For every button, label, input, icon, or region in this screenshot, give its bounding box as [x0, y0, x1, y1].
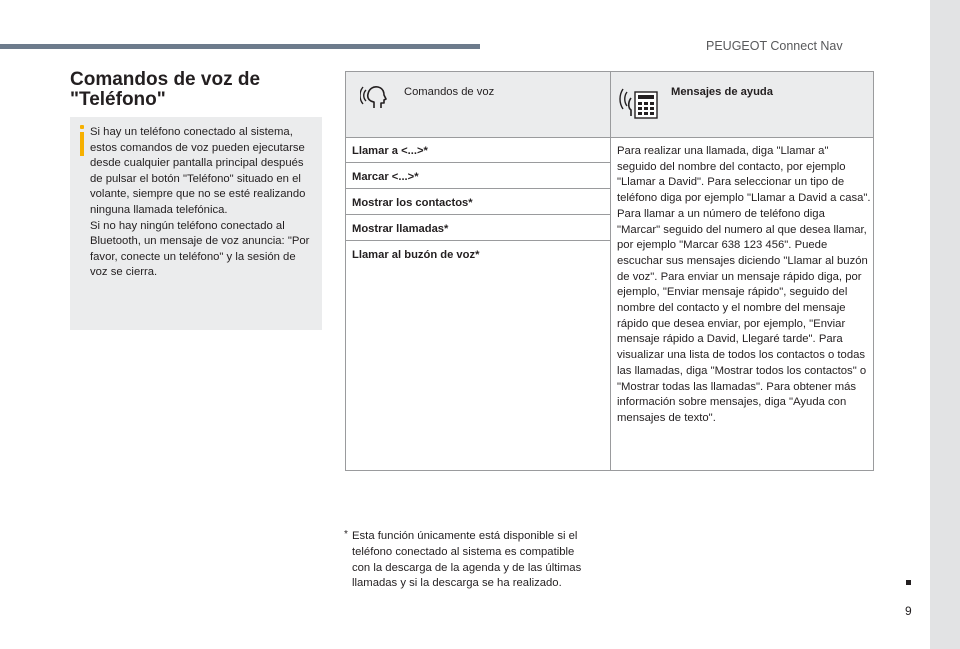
- table-header-help-label: Mensajes de ayuda: [671, 86, 773, 98]
- table-row: [346, 137, 610, 163]
- table-row: [346, 189, 610, 215]
- header-bar: [0, 44, 480, 49]
- info-icon: [80, 125, 84, 157]
- table-header-commands: [346, 72, 610, 137]
- table-row: [346, 163, 610, 189]
- voice-command-table: [345, 71, 874, 471]
- help-message-text: Para realizar una llamada, diga "Llamar a" seguido del nombre del contacto, por ejemplo "Llamar a David". Para seleccionar un tipo de teléfono diga por ejemplo "Llamar a David a casa". Para llamar a un número de teléfono diga "Marcar" seguido del numero al que desea llamar, por ejemplo "Marcar 638 123 456". Puede escuchar sus mensajes diciendo "Llamar al buzón de voz". Para enviar un mensaje rápido diga, por ejemplo, "Enviar mensaje rápido", seguido del nombre del contacto y el nombre del mensaje rápido que desea enviar, por ejemplo, "Enviar mensaje rápido a David, Llegaré tarde". Para visualizar una lista de todos los contactos o todas las llamadas, diga "Mostrar todos los contactos" o "Mostrar todas las llamadas". Para obtener más información sobre mensajes, diga "Ayuda con mensajes de texto".: [617, 145, 871, 424]
- table-header-help: [611, 72, 873, 137]
- info-paragraph: Si hay un teléfono conectado al sistema, estos comandos de voz pueden ejecutarse desde cualquier pantalla principal después de pulsar el botón "Teléfono" situado en el volante, siempre que no se esté realizando ninguna llamada telefónica.: [90, 126, 306, 216]
- command-label: Mostrar los contactos*: [352, 197, 473, 209]
- section-title: Comandos de voz de "Teléfono": [70, 69, 261, 110]
- command-label: Mostrar llamadas*: [352, 223, 449, 235]
- column-divider: [610, 72, 611, 470]
- info-paragraph: Si no hay ningún teléfono conectado al Bluetooth, un mensaje de voz anuncia: "Por favor, conecte un teléfono" y la sesión de voz se cierra.: [90, 219, 310, 279]
- footnote-marker: *: [344, 529, 348, 540]
- page-marker: [906, 580, 911, 585]
- voice-keypad-icon: [619, 80, 665, 125]
- speaking-head-icon: [360, 80, 392, 115]
- command-label: Llamar al buzón de voz*: [352, 249, 480, 261]
- table-header-commands-label: Comandos de voz: [404, 86, 495, 98]
- page-number: 9: [905, 604, 912, 618]
- command-label: Llamar a <...>*: [352, 145, 428, 157]
- table-row: [346, 215, 610, 241]
- info-text: [90, 125, 316, 281]
- header-title: PEUGEOT Connect Nav: [706, 39, 843, 53]
- footnote: [344, 529, 592, 592]
- info-box: [70, 117, 322, 330]
- page-edge-strip: [930, 0, 960, 649]
- table-row: [346, 241, 610, 267]
- footnote-text: Esta función únicamente está disponible si el teléfono conectado al sistema es compatible con la descarga de la agenda y de las últimas llamadas y si la descarga se ha realizado.: [352, 530, 582, 590]
- command-label: Marcar <...>*: [352, 171, 419, 183]
